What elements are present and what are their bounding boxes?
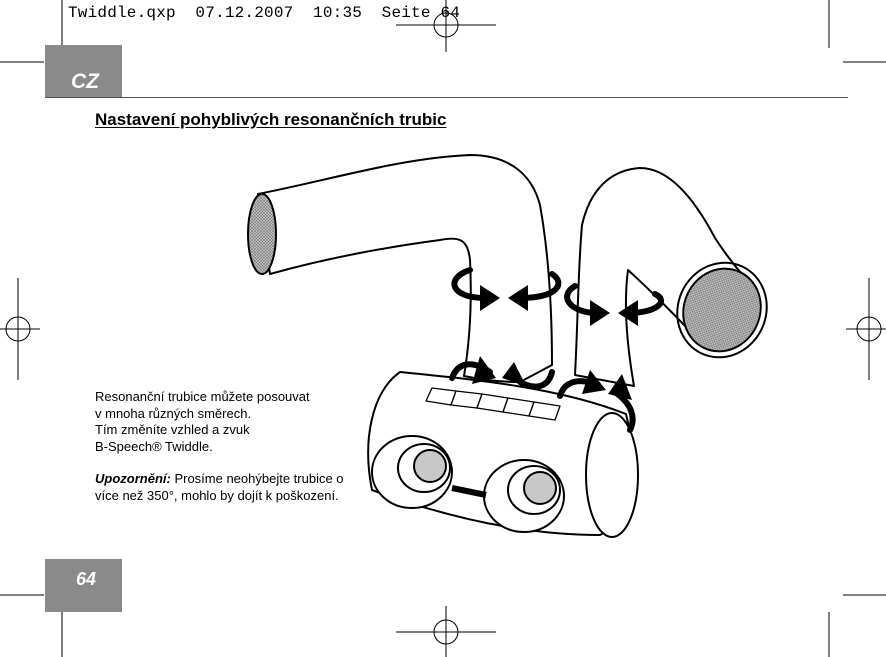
instruction-line: v mnoha různých směrech. xyxy=(95,405,252,421)
header-rule xyxy=(45,97,848,98)
left-tube-mesh xyxy=(248,194,276,274)
instruction-line: B-Speech® Twiddle. xyxy=(95,438,213,454)
page-number: 64 xyxy=(76,569,97,589)
print-slug: Twiddle.qxp 07.12.2007 10:35 Seite 64 xyxy=(68,4,461,22)
language-label: CZ xyxy=(71,70,99,93)
left-tube xyxy=(258,155,552,382)
page-number-tab xyxy=(45,559,122,612)
registration-mark-left xyxy=(0,278,40,380)
warning-text: Prosíme neohýbejte trubice o více než 350°, mohlo by dojít k poškození. xyxy=(95,471,344,503)
right-driver xyxy=(484,460,564,532)
left-driver xyxy=(372,436,452,508)
warning-paragraph xyxy=(95,471,355,504)
instruction-line: Tím změníte vzhled a zvuk xyxy=(95,422,250,437)
instruction-line: Resonanční trubice můžete posouvat xyxy=(95,389,310,404)
registration-mark-top xyxy=(396,0,496,52)
warning-label: Upozornění: xyxy=(95,471,171,486)
page-heading: Nastavení pohyblivých resonančních trubic xyxy=(95,110,447,129)
language-tab xyxy=(45,45,122,98)
instruction-text xyxy=(95,389,355,504)
registration-mark-bottom xyxy=(396,606,496,657)
registration-mark-right xyxy=(846,278,886,380)
